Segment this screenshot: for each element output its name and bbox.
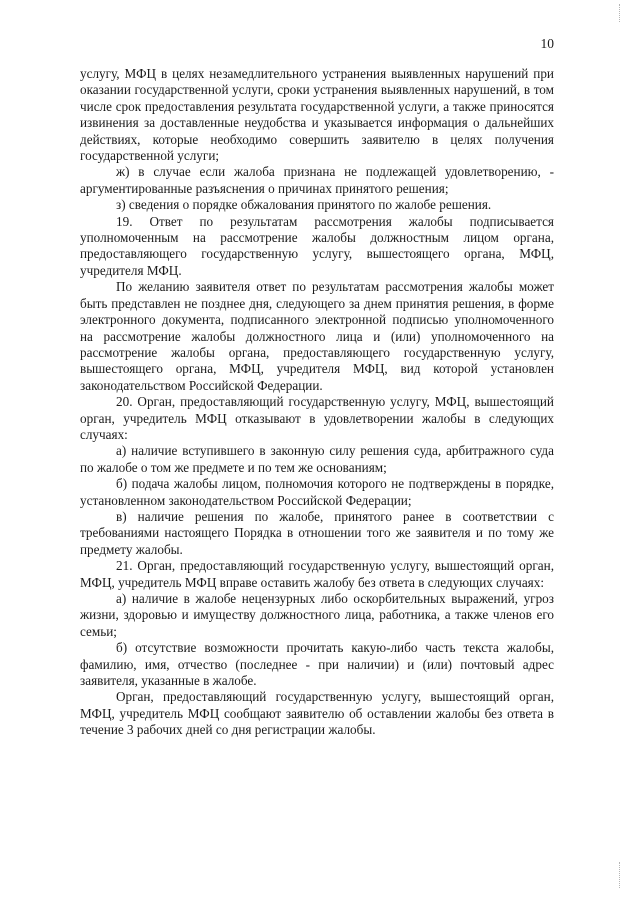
paragraph-item-b-authority: б) подача жалобы лицом, полномочия которого не подтверждены в порядке, установленном законодательством Российской Федерации; [80, 476, 554, 508]
paragraph-item-b-unreadable: б) отсутствие возможности прочитать какую-либо часть текста жалобы, фамилию, имя, отчество (последнее - при наличии) и (или) почтовый адрес заявителя, указанные в жалобе. [80, 640, 554, 689]
scan-edge-mark [617, 862, 620, 888]
paragraph-clause-21: 21. Орган, предоставляющий государственную услугу, вышестоящий орган, МФЦ, учредитель МФЦ вправе оставить жалобу без ответа в следующих случаях: [80, 558, 554, 590]
paragraph-electronic-answer: По желанию заявителя ответ по результатам рассмотрения жалобы может быть представлен не позднее дня, следующего за днем принятия решения, в форме электронного документа, подписанного электронной подписью уполномоченного на рассмотрение жалобы должностного лица и (или) уполномоченного на рассмотрение жалобы органа, предоставляющего государственную услугу, вышестоящего органа, МФЦ, учредителя МФЦ, вид которой установлен законодательством Российской Федерации. [80, 279, 554, 393]
paragraph-item-a-court: а) наличие вступившего в законную силу решения суда, арбитражного суда по жалобе о том же предмете и по тем же основаниям; [80, 443, 554, 475]
scan-edge-mark [617, 4, 620, 22]
document-body [80, 66, 554, 739]
paragraph-notification: Орган, предоставляющий государственную услугу, вышестоящий орган, МФЦ, учредитель МФЦ сообщают заявителю об оставлении жалобы без ответа в течение 3 рабочих дней со дня регистрации жалобы. [80, 689, 554, 738]
paragraph-clause-19: 19. Ответ по результатам рассмотрения жалобы подписывается уполномоченным на рассмотрение жалобы должностным лицом органа, предоставляющего государственную услугу, вышестоящего органа, МФЦ, учредителя МФЦ. [80, 213, 554, 278]
paragraph-item-zh: ж) в случае если жалоба признана не подлежащей удовлетворению, - аргументированные разъяснения о причинах принятого решения; [80, 164, 554, 196]
paragraph-item-a-obscene: а) наличие в жалобе нецензурных либо оскорбительных выражений, угроз жизни, здоровью и имуществу должностного лица, работника, а также членов его семьи; [80, 591, 554, 639]
paragraph-item-z: з) сведения о порядке обжалования принятого по жалобе решения. [116, 197, 492, 213]
page-number: 10 [540, 36, 554, 51]
paragraph-item-v-previous: в) наличие решения по жалобе, принятого ранее в соответствии с требованиями настоящего Порядка в отношении того же заявителя и по тому же предмету жалобы. [80, 508, 554, 557]
paragraph-clause-20: 20. Орган, предоставляющий государственную услугу, МФЦ, вышестоящий орган, учредитель МФЦ отказывают в удовлетворении жалобы в следующих случаях: [80, 394, 554, 442]
paragraph-continuation: услугу, МФЦ в целях незамедлительного устранения выявленных нарушений при оказании государственной услуги, сроки устранения выявленных нарушений, в том числе срок предоставления результата государственной услуги, а также приносятся извинения за доставленные неудобства и указывается информация о дальнейших действиях, которые необходимо совершить заявителю в целях получения государственной услуги; [80, 66, 554, 164]
